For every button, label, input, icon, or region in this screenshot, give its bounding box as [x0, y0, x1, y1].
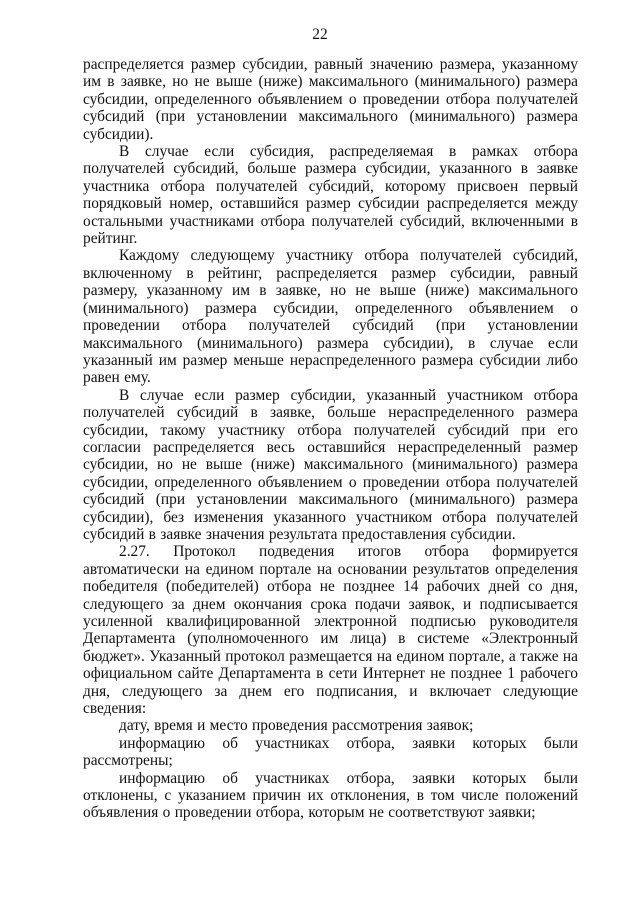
paragraph: В случае если субсидия, распределяемая в рамках отбора получателей субсидий, больше размера субсидии, указанного в заявке участника отбора получателей субсидий, которому присвоен первый порядковый номер, оставшийся размер субсидии распределяется между остальными участниками отбора получателей субсидий, включенными в рейтинг.	[83, 143, 578, 248]
document-body	[83, 56, 578, 822]
page-number: 22	[312, 26, 328, 43]
list-item-rejected-applications: информацию об участниках отбора, заявки которых были отклонены, с указанием причин их отклонения, в том числе положений объявления о проведении отбора, которым не соответствуют заявки;	[83, 769, 578, 822]
list-item-reviewed-applications: информацию об участниках отбора, заявки которых были рассмотрены;	[83, 734, 578, 770]
paragraph-section-2-27: 2.27. Протокол подведения итогов отбора формируется автоматически на едином портале на основании результатов определения победителя (победителей) отбора не позднее 14 рабочих дней со дня, следующего за днем окончания срока подачи заявок, и подписывается усиленной квалифицированной электронной подписью руководителя Департамента (уполномоченного им лица) в системе «Электронный бюджет». Указанный протокол размещается на едином портале, а также на официальном сайте Департамента в сети Интернет не позднее 1 рабочего дня, следующего за днем его подписания, и включает следующие сведения:	[83, 543, 578, 718]
list-item-date-time-place: дату, время и место проведения рассмотрения заявок;	[119, 717, 474, 735]
paragraph: Каждому следующему участнику отбора получателей субсидий, включенному в рейтинг, распределяется размер субсидии, равный размеру, указанному им в заявке, но не выше (ниже) максимального (минимального) размера субсидии, определенного объявлением о проведении отбора получателей субсидий (при установлении максимального (минимального) размера субсидии), в случае если указанный им размер меньше нераспределенного размера субсидии либо равен ему.	[83, 247, 578, 387]
paragraph-continuation: распределяется размер субсидии, равный значению размера, указанному им в заявке, но не выше (ниже) максимального (минимального) размера субсидии, определенного объявлением о проведении отбора получателей субсидий (при установлении максимального (минимального) размера субсидии).	[83, 56, 578, 143]
paragraph: В случае если размер субсидии, указанный участником отбора получателей субсидий в заявке, больше нераспределенного размера субсидии, такому участнику отбора получателей субсидий при его согласии распределяется весь оставшийся нераспределенный размер субсидии, но не выше (ниже) максимального (минимального) размера субсидии, определенного объявлением о проведении отбора получателей субсидий (при установлении максимального (минимального) размера субсидии), без изменения указанного участником отбора получателей субсидий в заявке значения результата предоставления субсидии.	[83, 386, 578, 543]
